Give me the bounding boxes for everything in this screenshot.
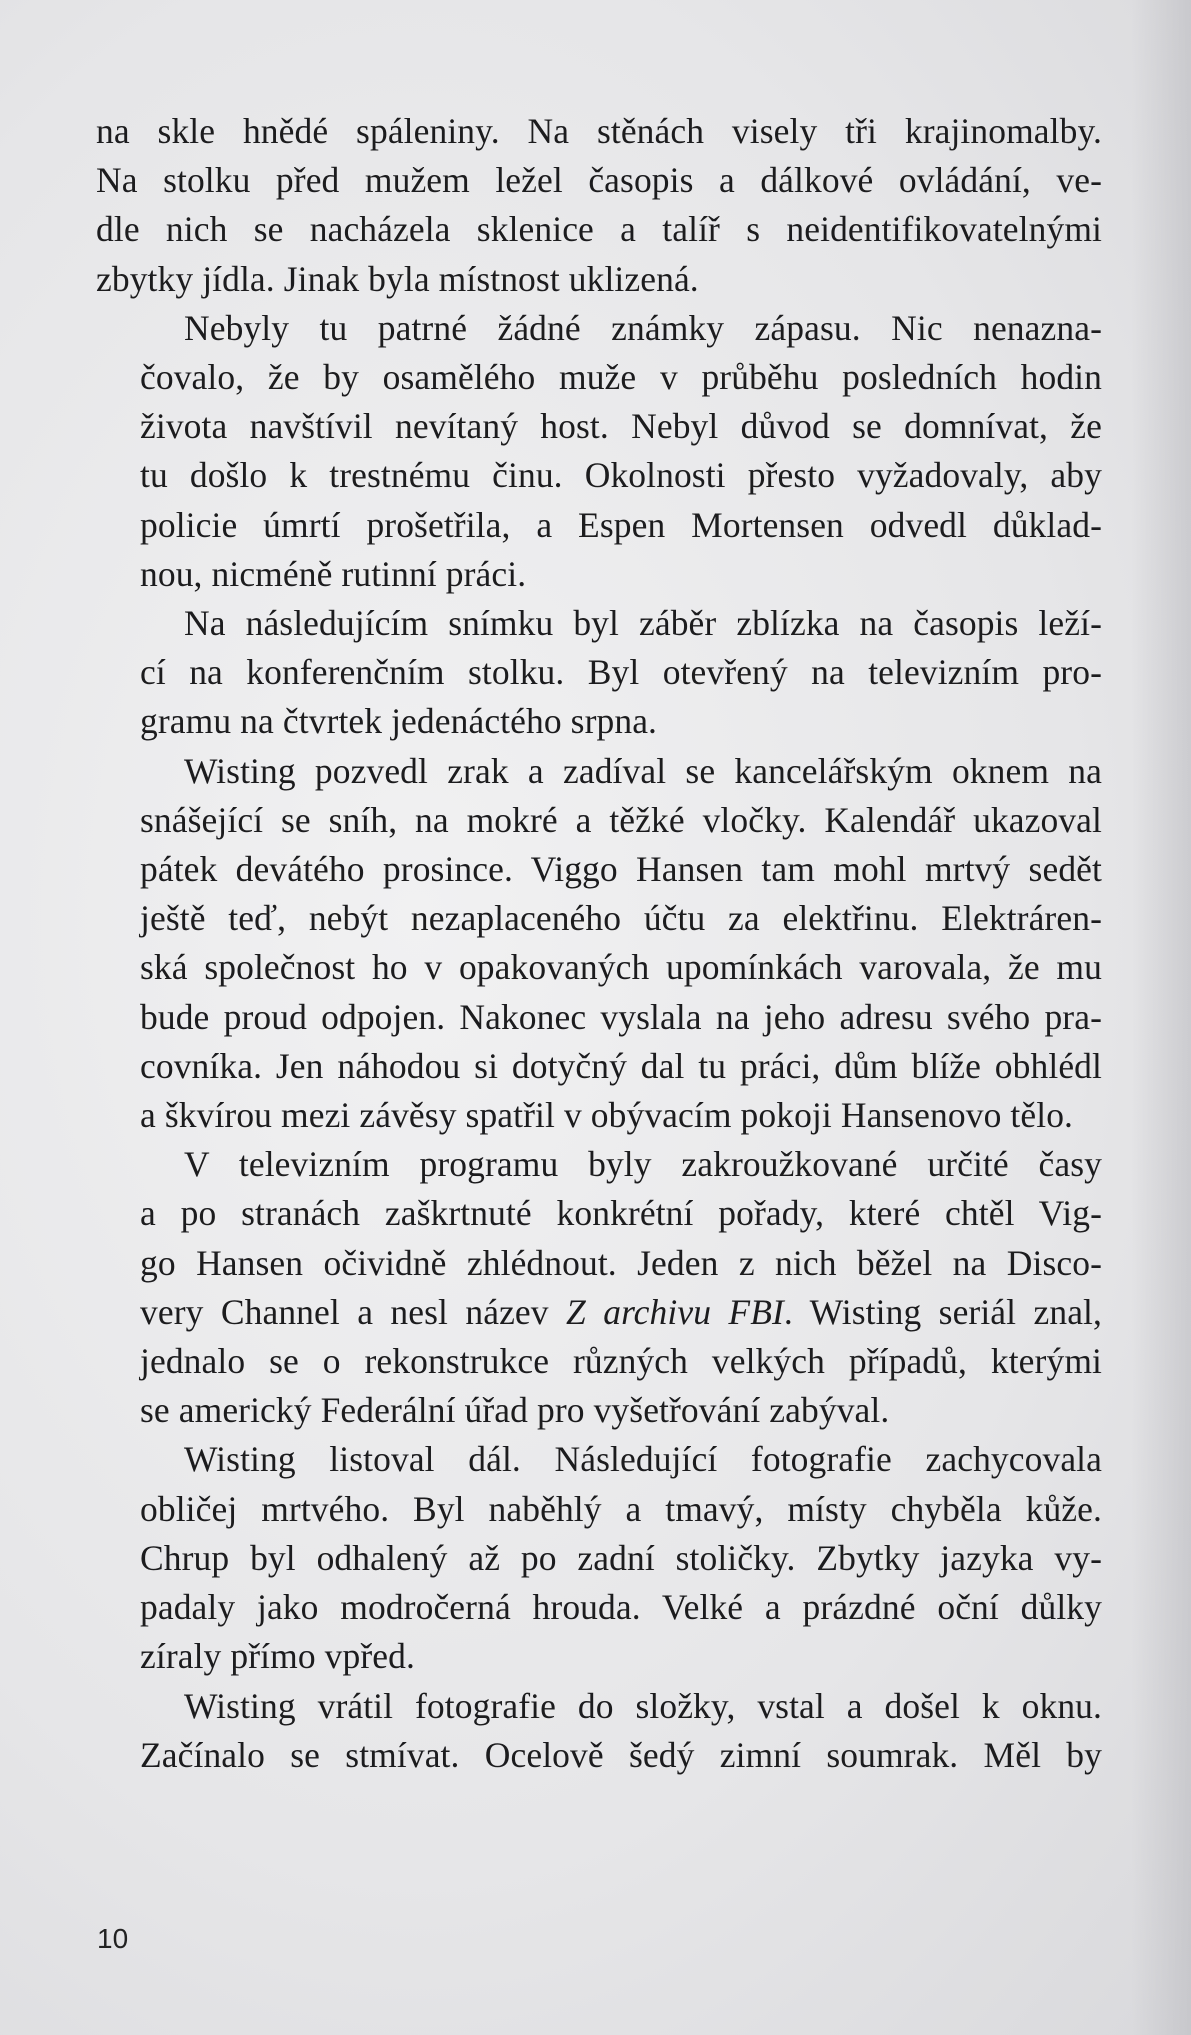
text-line: zbytky jídla. Jinak byla místnost uklizená.: [96, 258, 699, 299]
text-line: nou, nicméně rutinní práci.: [140, 553, 527, 594]
text-line: pátek devátého prosince. Viggo Hansen tam mohl mrtvý sedět: [140, 849, 1102, 890]
text-line: Chrup byl odhalený až po zadní stoličky. Zbytky jazyka vy-: [140, 1537, 1102, 1578]
text-line: se americký Federální úřad pro vyšetřování zabýval.: [140, 1390, 890, 1431]
text-line: a po stranách zaškrtnuté konkrétní pořady, které chtěl Vig-: [140, 1193, 1102, 1234]
text-line: gramu na čtvrtek jedenáctého srpna.: [140, 701, 658, 742]
paragraph-2: [96, 304, 1102, 599]
text-line: jednalo se o rekonstrukce různých velkých případů, kterými: [140, 1341, 1102, 1382]
page-number: 10: [97, 1923, 129, 1954]
text-line: ská společnost ho v opakovaných upomínkách varovala, že mu: [140, 947, 1102, 988]
text-line: Wisting vrátil fotografie do složky, vstal a došel k oknu.: [184, 1685, 1102, 1726]
page-shadow-edge: [1131, 0, 1191, 2035]
text-line: tu došlo k trestnému činu. Okolnosti přesto vyžadovaly, aby: [140, 455, 1102, 496]
text-line: snášející se sníh, na mokré a těžké vločky. Kalendář ukazoval: [140, 799, 1102, 840]
paragraph-4: [96, 747, 1102, 1141]
text-line-end: . Wisting seriál znal,: [783, 1291, 1102, 1332]
text-line: dle nich se nacházela sklenice a talíř s neidentifikovatelnými: [96, 209, 1102, 250]
text-line: bude proud odpojen. Nakonec vyslala na jeho adresu svého pra-: [140, 996, 1102, 1037]
text-line-with-title: [96, 1288, 1102, 1337]
paragraph-3: [96, 599, 1102, 747]
text-line: Na následujícím snímku byl záběr zblízka na časopis leží-: [184, 603, 1102, 644]
text-line: ještě teď, nebýt nezaplaceného účtu za elektřinu. Elektráren-: [140, 898, 1102, 939]
text-line: covníka. Jen náhodou si dotyčný dal tu práci, dům blíže obhlédl: [140, 1045, 1102, 1086]
text-line: Wisting pozvedl zrak a zadíval se kancelářským oknem na: [184, 750, 1102, 791]
text-line: go Hansen očividně zhlédnout. Jeden z nich běžel na Disco-: [140, 1242, 1102, 1283]
text-line: čovalo, že by osamělého muže v průběhu posledních hodin: [140, 357, 1102, 398]
text-line: obličej mrtvého. Byl naběhlý a tmavý, místy chyběla kůže.: [140, 1488, 1102, 1529]
paragraph-5: [96, 1140, 1102, 1435]
text-line: cí na konferenčním stolku. Byl otevřený na televizním pro-: [140, 652, 1102, 693]
text-line: policie úmrtí prošetřila, a Espen Mortensen odvedl důklad-: [140, 504, 1102, 545]
program-title: Z archivu FBI: [566, 1291, 784, 1332]
paragraph-6: [96, 1435, 1102, 1681]
text-line: V televizním programu byly zakroužkované určité časy: [184, 1144, 1102, 1185]
text-line-start: very Channel a nesl název: [140, 1291, 567, 1332]
text-line: padaly jako modročerná hrouda. Velké a prázdné oční důlky: [140, 1587, 1102, 1628]
text-line: na skle hnědé spáleniny. Na stěnách visely tři krajinomalby.: [96, 111, 1102, 151]
text-line: zíraly přímo vpřed.: [140, 1636, 415, 1677]
text-line: Nebyly tu patrné žádné známky zápasu. Nic nenazna-: [184, 307, 1102, 348]
paragraph-7: [96, 1682, 1102, 1780]
text-line: a škvírou mezi závěsy spatřil v obývacím pokoji Hansenovo tělo.: [140, 1095, 1074, 1136]
text-line: života navštívil nevítaný host. Nebyl důvod se domnívat, že: [140, 406, 1102, 447]
text-line: Na stolku před mužem ležel časopis a dálkové ovládání, ve-: [96, 160, 1102, 201]
paragraph-1: [96, 107, 1102, 304]
body-text: [96, 107, 1102, 1780]
text-line: Začínalo se stmívat. Ocelově šedý zimní soumrak. Měl by: [140, 1734, 1102, 1775]
text-line: Wisting listoval dál. Následující fotografie zachycovala: [184, 1439, 1102, 1480]
